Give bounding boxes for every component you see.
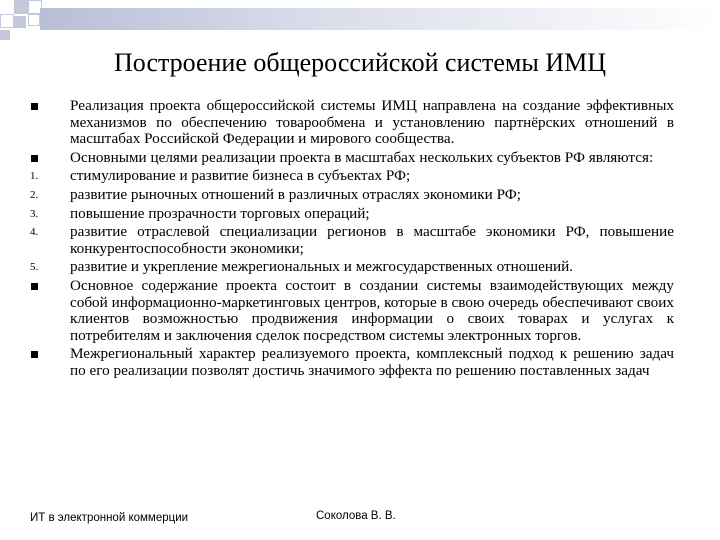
- item-text: Межрегиональный характер реализуемого проекта, комплексный подход к решению задач по его реализации позволят достичь значимого эффекта по решению поставленных задач: [70, 345, 674, 379]
- item-text: Основное содержание проекта состоит в создании системы взаимодействующих между собой информационно-маркетинговых центров, которые в свою очередь обеспечивают своих клиентов возможностью продвижения информации о своих товарах и услугах к потребителям и заключения сделок посредством системы электронных торгов.: [70, 276, 674, 344]
- bullet-item: [30, 346, 674, 379]
- header-bar: [40, 8, 720, 30]
- square-bullet-icon: [31, 155, 38, 162]
- numbered-item: [30, 187, 674, 204]
- item-text: развитие отраслевой специализации регионов в масштабе экономики РФ, повышение конкурентоспособности экономики;: [70, 223, 674, 257]
- item-number: 5.: [30, 261, 39, 274]
- item-number: 2.: [30, 188, 39, 201]
- decor-square: [14, 0, 28, 14]
- item-text: стимулирование и развитие бизнеса в субъектах РФ;: [70, 167, 411, 185]
- numbered-item: [30, 168, 674, 185]
- numbered-item: [30, 259, 674, 276]
- item-text: развитие и укрепление межрегиональных и межгосударственных отношений.: [70, 258, 574, 276]
- item-number: 4.: [30, 226, 39, 239]
- bullet-item: [30, 150, 674, 167]
- item-text: развитие рыночных отношений в различных отраслях экономики РФ;: [70, 185, 522, 203]
- square-bullet-icon: [31, 103, 38, 110]
- footer-author: Соколова В. В.: [316, 510, 396, 522]
- item-number: 1.: [30, 170, 39, 183]
- numbered-item: [30, 206, 674, 223]
- square-bullet-icon: [31, 283, 38, 290]
- decor-square: [0, 30, 10, 40]
- footer-course-title: ИТ в электронной коммерции: [30, 512, 189, 524]
- decor-square: [28, 14, 40, 26]
- decor-square: [0, 14, 14, 28]
- slide-title: Построение общероссийской системы ИМЦ: [114, 48, 606, 77]
- numbered-item: [30, 224, 674, 257]
- square-bullet-icon: [31, 351, 38, 358]
- item-text: повышение прозрачности торговых операций;: [70, 204, 370, 222]
- item-number: 3.: [30, 207, 39, 220]
- item-text: Основными целями реализации проекта в масштабах нескольких субъектов РФ являются:: [70, 148, 654, 166]
- bullet-item: [30, 278, 674, 344]
- bullet-item: [30, 98, 674, 148]
- item-text: Реализация проекта общероссийской системы ИМЦ направлена на создание эффективных механизмов по обеспечению товарообмена и установлению партнёрских отношений в масштабах Российской Федерации и мирового сообщества.: [70, 97, 674, 148]
- slide-content: [30, 98, 674, 382]
- decor-square: [14, 16, 26, 28]
